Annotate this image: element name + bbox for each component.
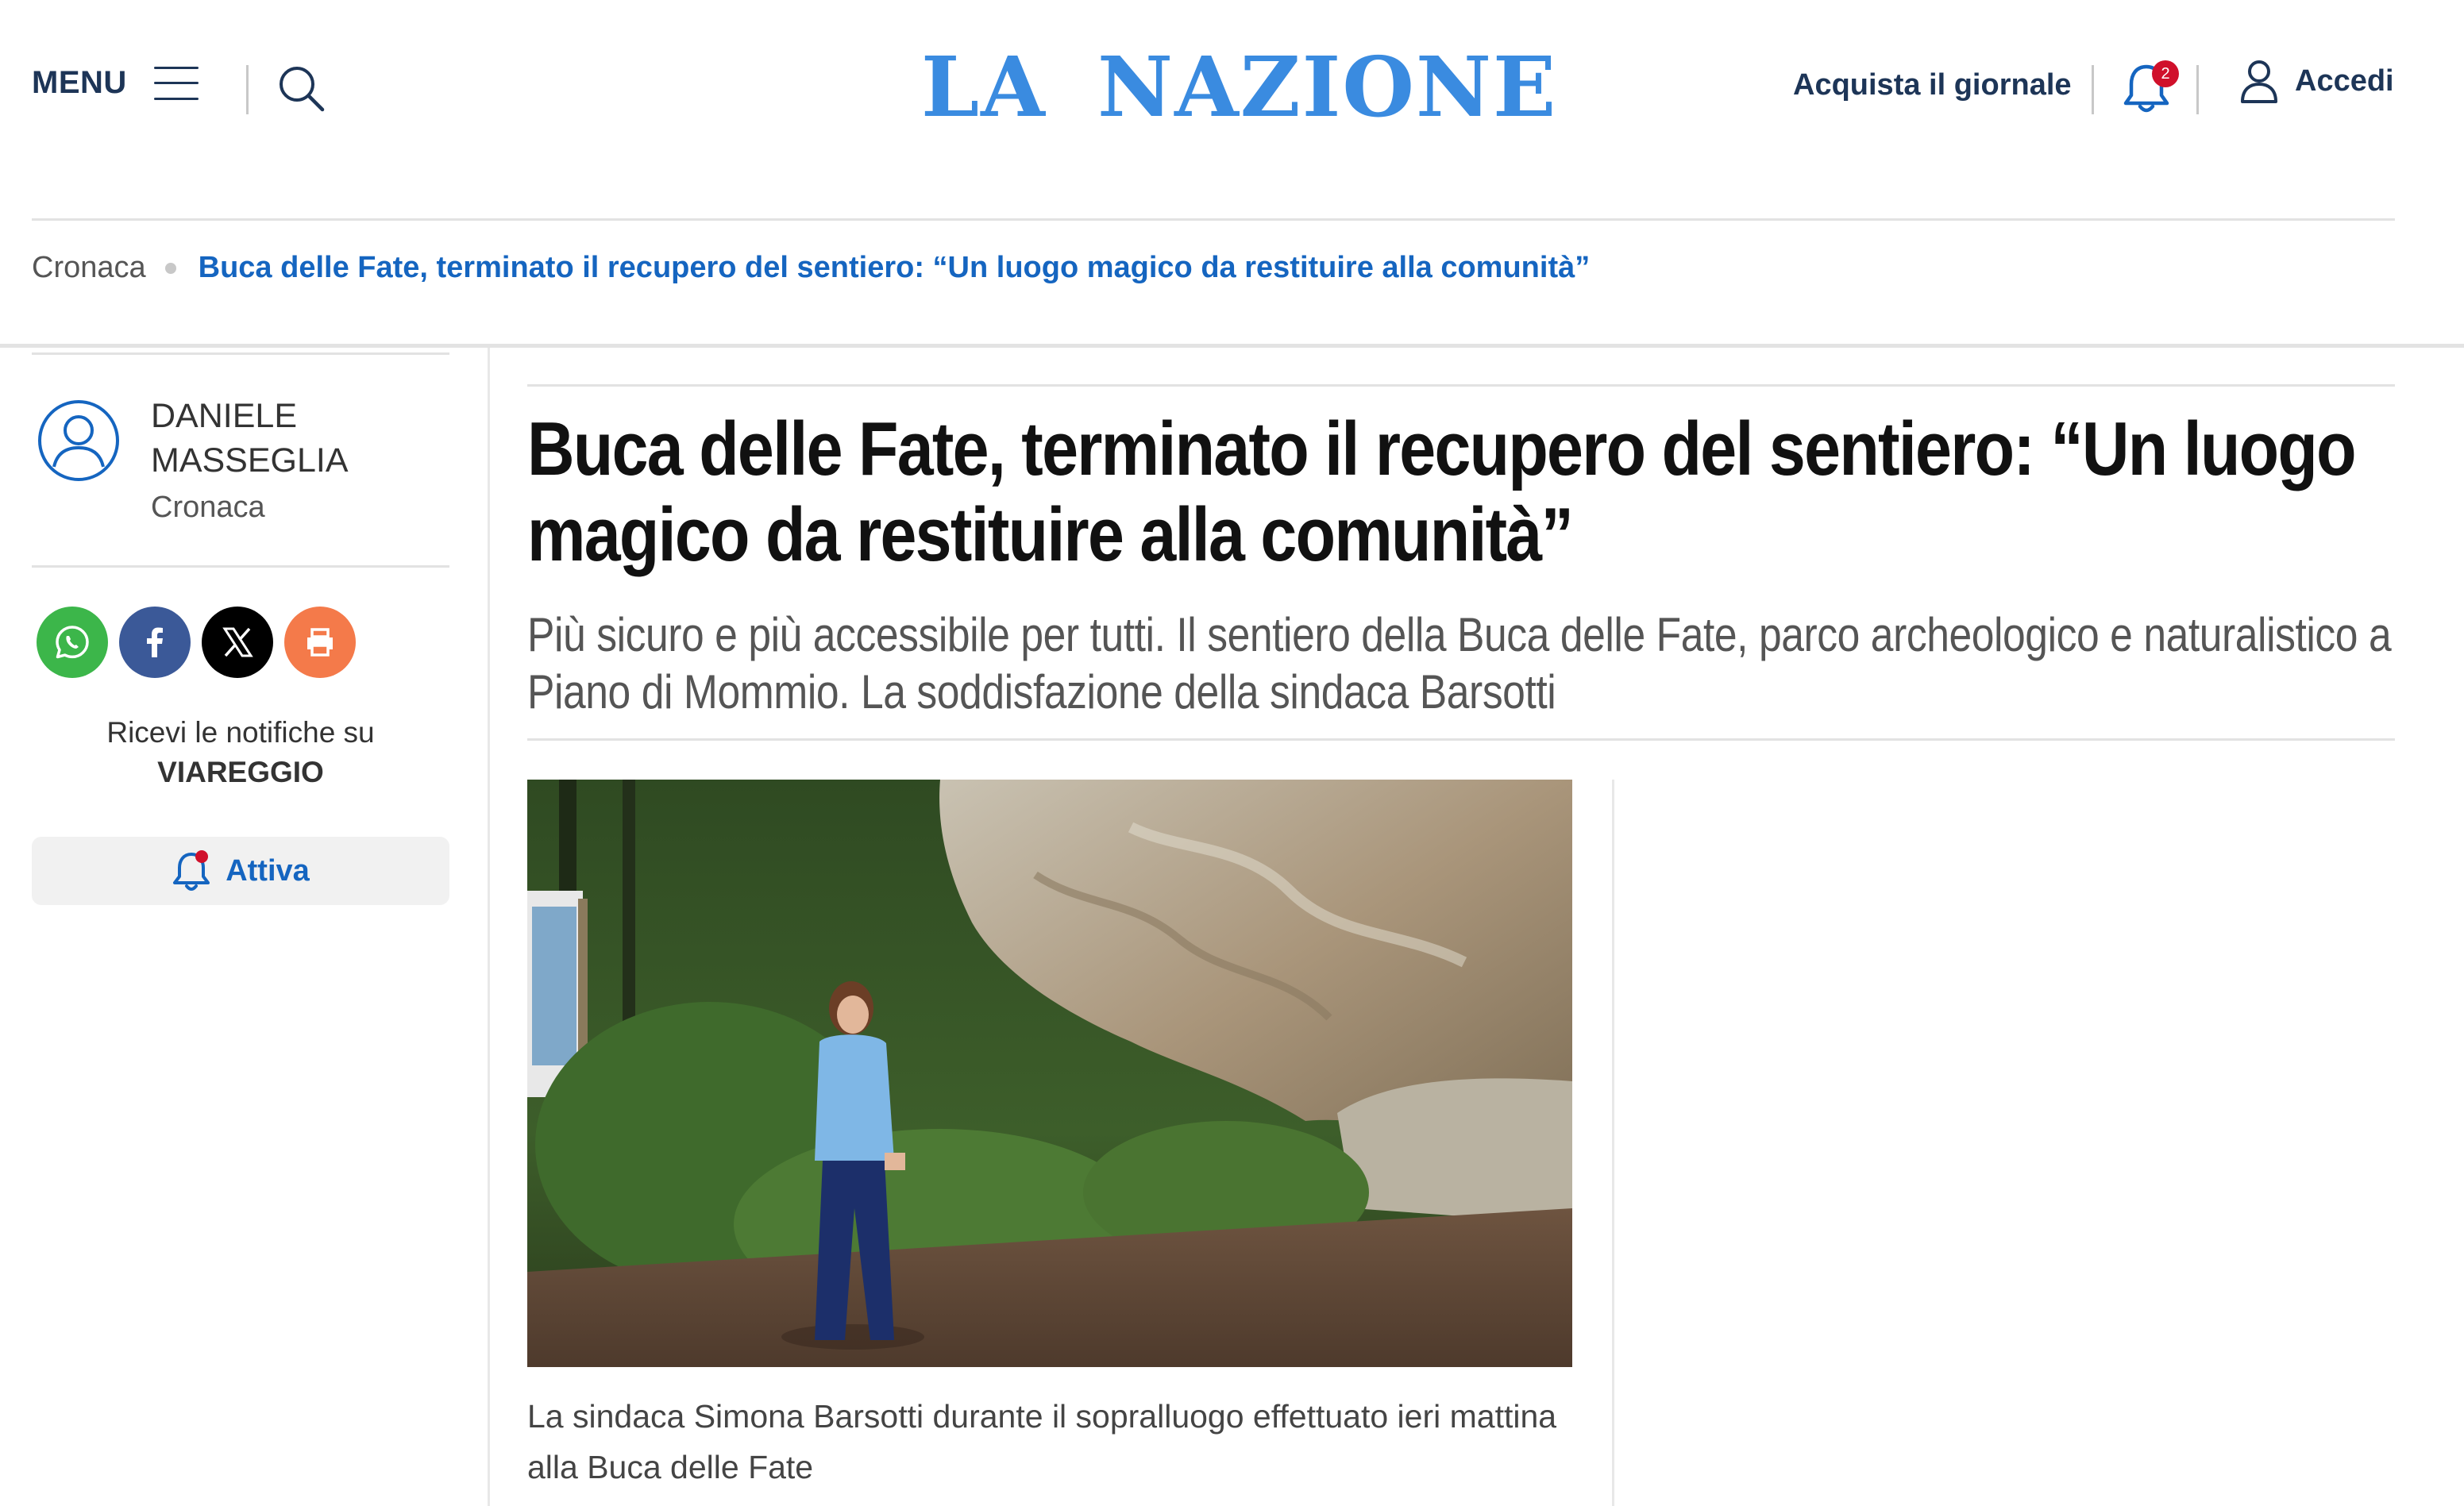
share-x-button[interactable] — [202, 607, 273, 678]
author-avatar-icon[interactable] — [37, 399, 121, 483]
site-header — [0, 0, 2464, 183]
bell-icon — [172, 849, 211, 892]
share-facebook-button[interactable] — [119, 607, 191, 678]
login-label: Accedi — [2295, 64, 2394, 98]
site-logo[interactable]: LA NAZIONE — [921, 38, 1558, 136]
breadcrumb-category[interactable]: Cronaca — [32, 251, 146, 284]
share-buttons — [37, 607, 356, 678]
article-photo[interactable] — [527, 780, 1572, 1367]
sidebar-vertical-divider — [488, 348, 490, 1506]
breadcrumb-divider — [0, 344, 2464, 348]
login-button[interactable] — [2239, 59, 2394, 103]
facebook-icon — [135, 622, 175, 662]
activate-label: Attiva — [226, 853, 310, 888]
menu-label: MENU — [32, 65, 127, 100]
notifications-text: Ricevi le notifiche su — [106, 716, 375, 749]
breadcrumb — [32, 251, 1590, 285]
author-section: Cronaca — [151, 491, 265, 524]
hamburger-icon — [154, 67, 199, 100]
breadcrumb-separator-icon — [165, 263, 176, 274]
notifications-prompt — [32, 713, 449, 792]
menu-button[interactable] — [32, 65, 199, 101]
article-top-divider — [527, 384, 2395, 387]
header-separator — [2092, 65, 2094, 114]
share-whatsapp-button[interactable] — [37, 607, 108, 678]
header-divider — [32, 218, 2395, 221]
photo-caption: La sindaca Simona Barsotti durante il sopralluogo effettuato ieri mattina alla Buca delle Fate — [527, 1398, 1557, 1485]
search-button[interactable] — [276, 64, 327, 114]
sidebar-divider — [32, 352, 449, 355]
whatsapp-icon — [52, 622, 92, 662]
notification-count-badge: 2 — [2152, 60, 2179, 87]
article-photo-image — [527, 780, 1572, 1367]
sidebar-divider — [32, 565, 449, 568]
article-subtitle-divider — [527, 738, 2395, 741]
user-icon — [2239, 59, 2279, 103]
header-separator — [2196, 65, 2199, 114]
print-icon — [300, 622, 340, 662]
search-icon — [276, 64, 327, 114]
notifications-city: VIAREGGIO — [157, 756, 324, 788]
print-button[interactable] — [284, 607, 356, 678]
author-name[interactable]: DANIELE MASSEGLIA — [151, 397, 349, 480]
content-column-divider — [1612, 780, 1614, 1506]
activate-notifications-button[interactable] — [32, 837, 449, 905]
x-icon — [218, 622, 257, 662]
buy-newspaper-link[interactable]: Acquista il giornale — [1793, 68, 2072, 102]
breadcrumb-current[interactable]: Buca delle Fate, terminato il recupero del sentiero: “Un luogo magico da restituire alla comunità” — [198, 251, 1591, 284]
article-subtitle: Più sicuro e più accessibile per tutti. Il sentiero della Buca delle Fate, parco archeologico e naturalistico a Piano di Mommio. La soddisfazione della sindaca Barsotti — [527, 608, 2392, 718]
article-headline: Buca delle Fate, terminato il recupero del sentiero: “Un luogo magico da restituire alla comunità” — [527, 406, 2355, 577]
header-separator — [246, 65, 249, 114]
